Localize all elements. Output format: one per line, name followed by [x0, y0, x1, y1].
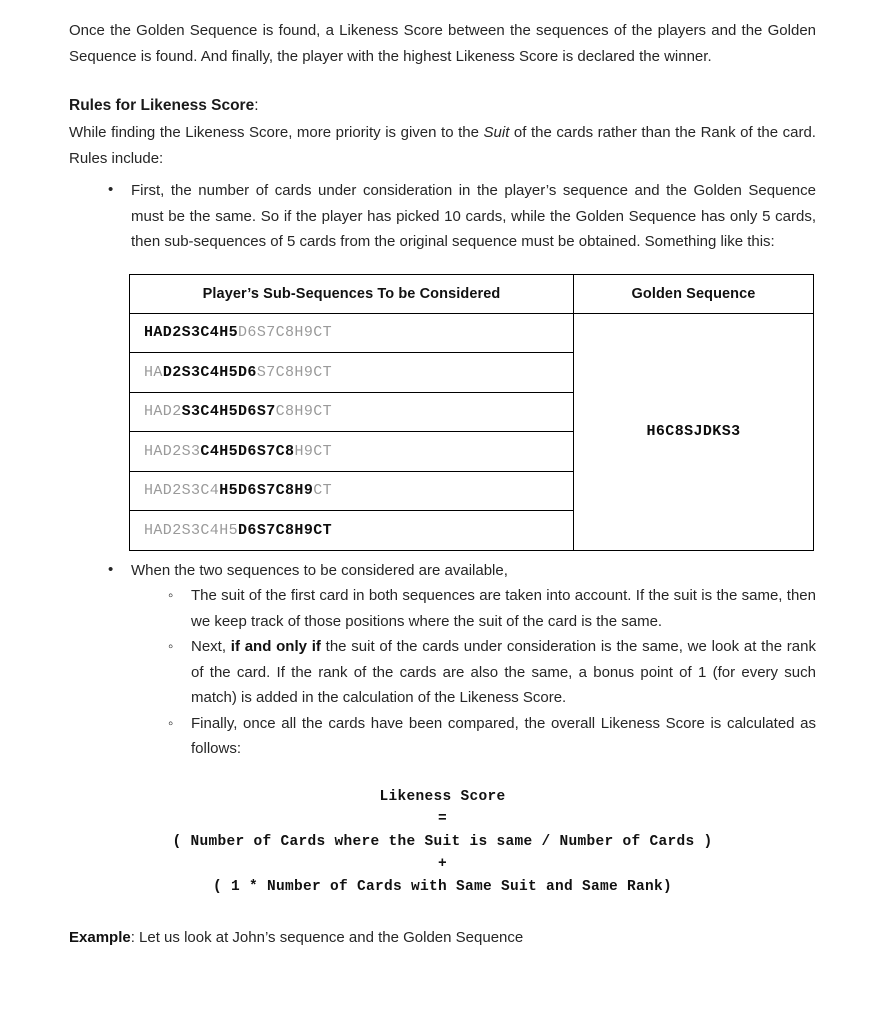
bullet-item-second-text: • When the two sequences to be considered are available,	[131, 561, 508, 579]
rules-lead-after: of the cards rather than the Rank of the card. Rules include:	[69, 124, 816, 167]
sub-sequence-table-container	[69, 274, 816, 551]
sub-sequence-cell	[130, 432, 574, 472]
bullet-item-first-text: • First, the number of cards under consideration in the player’s sequence and the Golden Sequence must be the same. So if the player has picked 10 cards, while the Golden Sequence has only 5 cards, then sub-sequences of 5 cards from the original sequence must be obtained. Something like this:	[131, 182, 816, 250]
sub-bullet-bold: if and only if	[230, 638, 321, 655]
sub-sequence-cell	[130, 511, 574, 551]
sequence-prefix: HAD2S3C4	[144, 482, 220, 500]
sub-sequence-table	[129, 274, 814, 551]
table-header-row	[130, 274, 814, 313]
sequence-prefix: HAD2	[144, 403, 182, 421]
formula-line-title: Likeness Score	[379, 788, 506, 805]
table-header-golden-column: Golden Sequence	[574, 274, 814, 313]
likeness-score-formula	[69, 786, 816, 899]
formula-line-rank-bonus: ( 1 * Number of Cards with Same Suit and Same Rank)	[212, 878, 673, 895]
sequence-suffix: H9CT	[294, 442, 333, 460]
sequence-window: D6S7C8H9CT	[238, 521, 333, 539]
bullet-item-second	[106, 558, 816, 762]
sequence-prefix: HAD2S3	[144, 442, 201, 460]
rules-lead-before: While finding the Likeness Score, more priority is given to the	[69, 124, 484, 141]
sequence-suffix: C8H9CT	[275, 403, 333, 421]
sub-bullet-text-before: Next,	[191, 638, 231, 655]
example-paragraph	[69, 925, 816, 951]
suit-emphasis: Suit	[483, 124, 510, 141]
sub-bullet-item-final-calculation	[166, 711, 816, 762]
sub-bullet-item-rank-match	[166, 634, 816, 711]
sub-bullet-text-before: The suit of the first card in both sequences are taken into account. If the suit is the same, then we keep track of those positions where the suit of the card is the same.	[191, 587, 816, 630]
table-row	[130, 313, 814, 353]
sub-sequence-cell	[130, 471, 574, 511]
sub-bullet-text-before: Finally, once all the cards have been compared, the overall Likeness Score is calculated as follows:	[191, 714, 816, 757]
formula-line-plus: +	[437, 856, 447, 872]
sub-sequence-cell	[130, 313, 574, 353]
sub-sequence-cell	[130, 353, 574, 393]
sub-bullet-text-after: the suit of the cards under consideration is the same, we look at the rank of the card. If the rank of the cards are also the same, a bonus point of 1 (for every such match) is added in the calculation of the Likeness Score.	[191, 638, 816, 706]
sequence-suffix: CT	[313, 482, 333, 500]
bullet-item-first	[106, 178, 816, 255]
rules-bullet-list	[69, 178, 816, 255]
table-head	[130, 274, 814, 313]
rules-lead-paragraph	[69, 120, 816, 171]
rules-heading	[69, 93, 816, 118]
sequence-window: HAD2S3C4H5	[144, 324, 239, 342]
example-text: Let us look at John’s sequence and the Golden Sequence	[134, 929, 524, 946]
rules-heading-colon: :	[254, 97, 259, 114]
sequence-window: H5D6S7C8H9	[219, 482, 314, 500]
formula-line-suit-ratio: ( Number of Cards where the Suit is same / Number of Cards )	[172, 833, 713, 850]
table-body	[130, 313, 814, 550]
intro-paragraph: Once the Golden Sequence is found, a Likeness Score between the sequences of the players and the Golden Sequence is found. And finally, the player with the highest Likeness Score is declared the winner.	[69, 22, 816, 65]
sequence-window: C4H5D6S7C8	[200, 442, 295, 460]
rules-heading-text: Rules for Likeness Score	[69, 97, 255, 114]
sequence-prefix: HAD2S3C4H5	[144, 521, 239, 539]
table-header-player-column: Player’s Sub-Sequences To be Considered	[130, 274, 574, 313]
sequence-suffix: S7C8H9CT	[256, 363, 333, 381]
sequence-prefix: HA	[144, 363, 163, 381]
example-label-colon: :	[130, 929, 135, 946]
sequence-suffix: D6S7C8H9CT	[238, 324, 333, 342]
sequence-window: D2S3C4H5D6	[162, 363, 257, 381]
golden-sequence-cell: H6C8SJDKS3	[574, 313, 814, 550]
sub-bullet-item-suit-match	[166, 583, 816, 634]
sub-sequence-cell	[130, 392, 574, 432]
example-label: Example	[69, 929, 131, 946]
sequence-window: S3C4H5D6S7	[181, 403, 276, 421]
sub-bullet-list	[131, 583, 816, 762]
formula-line-equals: =	[437, 811, 447, 827]
rules-bullet-list-second	[69, 558, 816, 762]
